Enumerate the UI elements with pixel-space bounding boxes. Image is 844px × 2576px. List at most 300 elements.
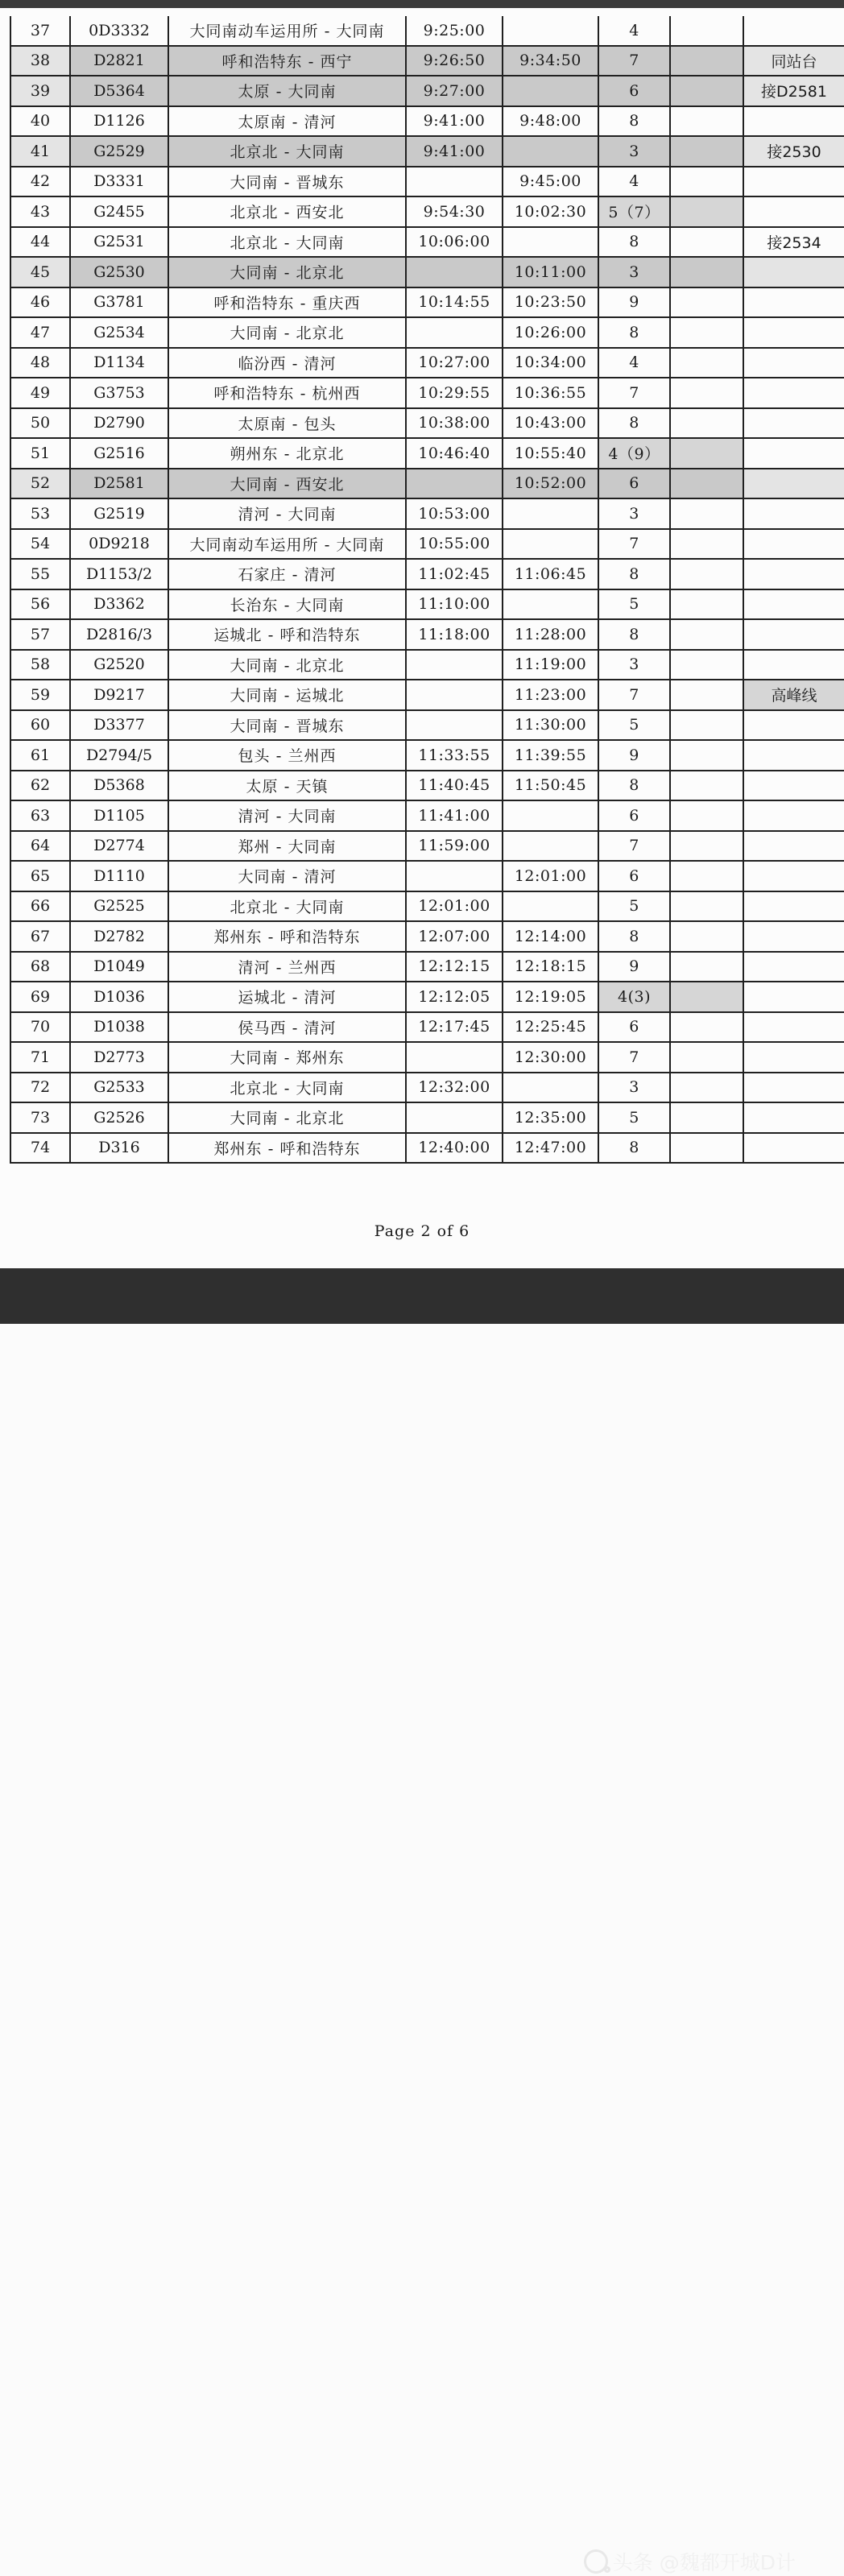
table-row: [10, 348, 844, 378]
cell-arr: [406, 1102, 503, 1133]
table-row: [10, 287, 844, 318]
cell-train: D3377: [70, 710, 168, 741]
cell-dep: [503, 529, 598, 560]
cell-blank: [670, 982, 743, 1012]
cell-track: 3: [598, 136, 670, 167]
cell-route: 运城北 - 清河: [168, 982, 406, 1012]
cell-train: G3753: [70, 378, 168, 408]
table-row: [10, 831, 844, 862]
cell-no: 40: [10, 106, 70, 137]
cell-train: D2581: [70, 469, 168, 499]
cell-note: [743, 921, 844, 952]
cell-dep: 10:23:50: [503, 287, 598, 318]
cell-arr: 10:46:40: [406, 438, 503, 469]
cell-dep: [503, 227, 598, 258]
table-row: [10, 921, 844, 952]
cell-no: 71: [10, 1042, 70, 1073]
cell-blank: [670, 76, 743, 106]
cell-arr: [406, 167, 503, 197]
cell-note: [743, 257, 844, 287]
cell-arr: 12:12:05: [406, 982, 503, 1012]
table-row: [10, 46, 844, 76]
cell-route: 北京北 - 大同南: [168, 891, 406, 922]
cell-track: 3: [598, 498, 670, 529]
table-row: [10, 317, 844, 348]
cell-track: 8: [598, 106, 670, 137]
cell-dep: 11:23:00: [503, 680, 598, 710]
cell-train: G2520: [70, 650, 168, 680]
cell-no: 73: [10, 1102, 70, 1133]
cell-no: 55: [10, 559, 70, 589]
cell-note: [743, 891, 844, 922]
cell-note: [743, 740, 844, 771]
cell-dep: 12:14:00: [503, 921, 598, 952]
cell-blank: [670, 921, 743, 952]
cell-train: D1049: [70, 952, 168, 982]
cell-arr: 9:41:00: [406, 106, 503, 137]
cell-blank: [670, 227, 743, 258]
cell-blank: [670, 469, 743, 499]
cell-route: 太原南 - 包头: [168, 408, 406, 439]
cell-arr: 10:55:00: [406, 529, 503, 560]
cell-blank: [670, 1102, 743, 1133]
cell-dep: 12:47:00: [503, 1133, 598, 1164]
cell-dep: [503, 136, 598, 167]
cell-train: G2534: [70, 317, 168, 348]
cell-no: 58: [10, 650, 70, 680]
cell-route: 朔州东 - 北京北: [168, 438, 406, 469]
cell-train: D2774: [70, 831, 168, 862]
cell-train: D1038: [70, 1012, 168, 1043]
table-row: [10, 1102, 844, 1133]
cell-blank: [670, 680, 743, 710]
cell-track: 8: [598, 317, 670, 348]
cell-arr: 10:06:00: [406, 227, 503, 258]
cell-dep: 9:45:00: [503, 167, 598, 197]
cell-dep: 10:55:40: [503, 438, 598, 469]
cell-arr: [406, 650, 503, 680]
cell-dep: [503, 800, 598, 831]
cell-note: [743, 16, 844, 46]
cell-route: 大同南 - 郑州东: [168, 1042, 406, 1073]
cell-route: 大同南 - 北京北: [168, 257, 406, 287]
table-row: [10, 1073, 844, 1103]
cell-train: 0D9218: [70, 529, 168, 560]
cell-arr: [406, 710, 503, 741]
cell-dep: 10:36:55: [503, 378, 598, 408]
cell-track: 8: [598, 227, 670, 258]
cell-track: 8: [598, 559, 670, 589]
cell-dep: 10:02:30: [503, 196, 598, 227]
cell-dep: 9:34:50: [503, 46, 598, 76]
cell-blank: [670, 650, 743, 680]
cell-arr: 9:25:00: [406, 16, 503, 46]
cell-train: 0D3332: [70, 16, 168, 46]
cell-arr: 9:26:50: [406, 46, 503, 76]
cell-blank: [670, 891, 743, 922]
table-row: [10, 952, 844, 982]
cell-track: 4: [598, 348, 670, 378]
table-row: [10, 800, 844, 831]
cell-note: [743, 589, 844, 620]
cell-no: 53: [10, 498, 70, 529]
cell-track: 8: [598, 619, 670, 650]
cell-route: 石家庄 - 清河: [168, 559, 406, 589]
cell-arr: 10:38:00: [406, 408, 503, 439]
cell-track: 7: [598, 831, 670, 862]
cell-note: [743, 710, 844, 741]
cell-route: 呼和浩特东 - 西宁: [168, 46, 406, 76]
table-row: [10, 771, 844, 801]
cell-route: 大同南 - 晋城东: [168, 710, 406, 741]
cell-no: 59: [10, 680, 70, 710]
table-row: [10, 619, 844, 650]
cell-arr: 12:17:45: [406, 1012, 503, 1043]
cell-note: [743, 619, 844, 650]
cell-dep: 12:01:00: [503, 861, 598, 891]
cell-track: 5: [598, 710, 670, 741]
cell-no: 69: [10, 982, 70, 1012]
watermark-bar: [0, 1268, 844, 2574]
cell-blank: [670, 136, 743, 167]
cell-dep: [503, 498, 598, 529]
cell-track: 5（7）: [598, 196, 670, 227]
cell-route: 北京北 - 大同南: [168, 227, 406, 258]
cell-route: 太原 - 大同南: [168, 76, 406, 106]
cell-note: 同站台: [743, 46, 844, 76]
cell-train: D2782: [70, 921, 168, 952]
cell-train: D1126: [70, 106, 168, 137]
cell-no: 50: [10, 408, 70, 439]
cell-dep: 9:48:00: [503, 106, 598, 137]
cell-note: [743, 650, 844, 680]
cell-no: 42: [10, 167, 70, 197]
cell-no: 74: [10, 1133, 70, 1164]
cell-route: 长治东 - 大同南: [168, 589, 406, 620]
cell-blank: [670, 498, 743, 529]
cell-no: 65: [10, 861, 70, 891]
cell-dep: 12:30:00: [503, 1042, 598, 1073]
cell-note: [743, 559, 844, 589]
cell-route: 北京北 - 大同南: [168, 1073, 406, 1103]
cell-route: 运城北 - 呼和浩特东: [168, 619, 406, 650]
cell-train: D1134: [70, 348, 168, 378]
cell-no: 39: [10, 76, 70, 106]
cell-train: D9217: [70, 680, 168, 710]
cell-dep: 12:25:45: [503, 1012, 598, 1043]
table-row: [10, 378, 844, 408]
cell-arr: 10:29:55: [406, 378, 503, 408]
table-row: [10, 1042, 844, 1073]
cell-train: D1036: [70, 982, 168, 1012]
cell-arr: 11:41:00: [406, 800, 503, 831]
cell-route: 清河 - 大同南: [168, 498, 406, 529]
cell-note: [743, 952, 844, 982]
cell-note: 接2530: [743, 136, 844, 167]
cell-arr: [406, 861, 503, 891]
cell-note: 高峰线: [743, 680, 844, 710]
cell-blank: [670, 167, 743, 197]
cell-no: 38: [10, 46, 70, 76]
cell-dep: 11:39:55: [503, 740, 598, 771]
cell-dep: 10:43:00: [503, 408, 598, 439]
table-row: [10, 589, 844, 620]
cell-train: D316: [70, 1133, 168, 1164]
cell-blank: [670, 619, 743, 650]
cell-blank: [670, 710, 743, 741]
cell-no: 61: [10, 740, 70, 771]
cell-train: D3362: [70, 589, 168, 620]
cell-track: 3: [598, 1073, 670, 1103]
cell-note: [743, 831, 844, 862]
cell-blank: [670, 348, 743, 378]
cell-track: 7: [598, 1042, 670, 1073]
table-row: [10, 76, 844, 106]
cell-train: D5364: [70, 76, 168, 106]
cell-note: [743, 469, 844, 499]
cell-arr: 9:27:00: [406, 76, 503, 106]
cell-arr: 12:07:00: [406, 921, 503, 952]
cell-no: 70: [10, 1012, 70, 1043]
cell-note: [743, 529, 844, 560]
table-row: [10, 438, 844, 469]
cell-train: D1153/2: [70, 559, 168, 589]
cell-no: 44: [10, 227, 70, 258]
cell-note: [743, 800, 844, 831]
cell-arr: 12:01:00: [406, 891, 503, 922]
table-row: [10, 469, 844, 499]
cell-track: 8: [598, 771, 670, 801]
cell-arr: 12:12:15: [406, 952, 503, 982]
cell-route: 北京北 - 西安北: [168, 196, 406, 227]
cell-train: D2816/3: [70, 619, 168, 650]
cell-blank: [670, 16, 743, 46]
cell-note: [743, 861, 844, 891]
cell-no: 62: [10, 771, 70, 801]
cell-note: [743, 106, 844, 137]
cell-no: 51: [10, 438, 70, 469]
cell-route: 大同南动车运用所 - 大同南: [168, 16, 406, 46]
table-row: [10, 559, 844, 589]
cell-dep: [503, 76, 598, 106]
cell-arr: [406, 680, 503, 710]
cell-blank: [670, 800, 743, 831]
cell-no: 68: [10, 952, 70, 982]
cell-blank: [670, 106, 743, 137]
cell-no: 56: [10, 589, 70, 620]
cell-route: 大同南 - 西安北: [168, 469, 406, 499]
cell-dep: 12:18:15: [503, 952, 598, 982]
cell-track: 5: [598, 1102, 670, 1133]
cell-train: G2529: [70, 136, 168, 167]
table-row: [10, 650, 844, 680]
cell-no: 49: [10, 378, 70, 408]
cell-note: [743, 1012, 844, 1043]
cell-no: 48: [10, 348, 70, 378]
cell-route: 包头 - 兰州西: [168, 740, 406, 771]
cell-dep: 11:19:00: [503, 650, 598, 680]
table-row: [10, 106, 844, 137]
cell-track: 4: [598, 167, 670, 197]
cell-no: 41: [10, 136, 70, 167]
cell-route: 侯马西 - 清河: [168, 1012, 406, 1043]
cell-dep: [503, 891, 598, 922]
table-row: [10, 1012, 844, 1043]
cell-note: 接D2581: [743, 76, 844, 106]
cell-note: [743, 378, 844, 408]
cell-no: 60: [10, 710, 70, 741]
cell-track: 7: [598, 378, 670, 408]
cell-no: 45: [10, 257, 70, 287]
cell-dep: [503, 1073, 598, 1103]
cell-route: 郑州东 - 呼和浩特东: [168, 1133, 406, 1164]
cell-track: 4: [598, 16, 670, 46]
cell-note: [743, 771, 844, 801]
cell-no: 54: [10, 529, 70, 560]
table-row: [10, 257, 844, 287]
cell-note: [743, 1133, 844, 1164]
cell-train: D2794/5: [70, 740, 168, 771]
cell-train: D2790: [70, 408, 168, 439]
table-row: [10, 167, 844, 197]
cell-train: D5368: [70, 771, 168, 801]
cell-track: 6: [598, 800, 670, 831]
table-row: [10, 740, 844, 771]
cell-blank: [670, 861, 743, 891]
table-row: [10, 136, 844, 167]
cell-track: 4（9）: [598, 438, 670, 469]
cell-dep: 12:19:05: [503, 982, 598, 1012]
table-row: [10, 498, 844, 529]
cell-note: [743, 317, 844, 348]
cell-dep: [503, 16, 598, 46]
cell-note: [743, 1042, 844, 1073]
cell-route: 大同南 - 北京北: [168, 1102, 406, 1133]
cell-track: 8: [598, 408, 670, 439]
cell-note: [743, 167, 844, 197]
cell-note: [743, 287, 844, 318]
watermark-text: 头条 @魏都开城D计: [612, 2551, 796, 2574]
cell-train: G2530: [70, 257, 168, 287]
cell-route: 太原南 - 清河: [168, 106, 406, 137]
cell-train: G2455: [70, 196, 168, 227]
cell-route: 大同南 - 北京北: [168, 317, 406, 348]
cell-arr: 10:53:00: [406, 498, 503, 529]
cell-dep: 11:50:45: [503, 771, 598, 801]
cell-blank: [670, 559, 743, 589]
cell-track: 9: [598, 287, 670, 318]
cell-no: 63: [10, 800, 70, 831]
cell-arr: [406, 1042, 503, 1073]
cell-note: [743, 1073, 844, 1103]
cell-no: 52: [10, 469, 70, 499]
cell-arr: 11:33:55: [406, 740, 503, 771]
scanned-sheet: [0, 8, 844, 1268]
cell-dep: 11:06:45: [503, 559, 598, 589]
cell-arr: [406, 257, 503, 287]
cell-route: 清河 - 大同南: [168, 800, 406, 831]
cell-route: 呼和浩特东 - 重庆西: [168, 287, 406, 318]
cell-note: [743, 408, 844, 439]
cell-track: 8: [598, 921, 670, 952]
cell-blank: [670, 196, 743, 227]
top-dark-bar: [0, 0, 844, 8]
cell-no: 57: [10, 619, 70, 650]
cell-blank: [670, 438, 743, 469]
table-row: [10, 408, 844, 439]
cell-arr: 12:40:00: [406, 1133, 503, 1164]
cell-blank: [670, 771, 743, 801]
cell-arr: 10:14:55: [406, 287, 503, 318]
cell-track: 6: [598, 76, 670, 106]
cell-note: [743, 438, 844, 469]
cell-route: 临汾西 - 清河: [168, 348, 406, 378]
cell-note: [743, 982, 844, 1012]
cell-no: 72: [10, 1073, 70, 1103]
cell-dep: 10:34:00: [503, 348, 598, 378]
cell-track: 7: [598, 529, 670, 560]
cell-track: 4(3): [598, 982, 670, 1012]
cell-train: G2516: [70, 438, 168, 469]
cell-dep: 10:11:00: [503, 257, 598, 287]
table-row: [10, 1133, 844, 1164]
cell-track: 5: [598, 589, 670, 620]
cell-blank: [670, 1133, 743, 1164]
cell-route: 北京北 - 大同南: [168, 136, 406, 167]
cell-dep: [503, 589, 598, 620]
cell-track: 9: [598, 740, 670, 771]
cell-train: G3781: [70, 287, 168, 318]
cell-arr: 11:59:00: [406, 831, 503, 862]
cell-train: G2519: [70, 498, 168, 529]
cell-route: 呼和浩特东 - 杭州西: [168, 378, 406, 408]
cell-arr: [406, 469, 503, 499]
table-row: [10, 891, 844, 922]
cell-train: D2773: [70, 1042, 168, 1073]
cell-route: 郑州东 - 呼和浩特东: [168, 921, 406, 952]
table-row: [10, 529, 844, 560]
cell-blank: [670, 408, 743, 439]
cell-track: 6: [598, 1012, 670, 1043]
cell-track: 3: [598, 257, 670, 287]
cell-track: 7: [598, 680, 670, 710]
cell-track: 5: [598, 891, 670, 922]
cell-train: D1110: [70, 861, 168, 891]
table-row: [10, 196, 844, 227]
cell-blank: [670, 1012, 743, 1043]
cell-route: 清河 - 兰州西: [168, 952, 406, 982]
cell-dep: 11:30:00: [503, 710, 598, 741]
cell-no: 66: [10, 891, 70, 922]
cell-no: 47: [10, 317, 70, 348]
toutiao-logo-icon: [584, 2549, 608, 2574]
cell-route: 大同南 - 晋城东: [168, 167, 406, 197]
cell-train: G2526: [70, 1102, 168, 1133]
cell-track: 3: [598, 650, 670, 680]
cell-train: G2531: [70, 227, 168, 258]
cell-train: G2533: [70, 1073, 168, 1103]
cell-note: 接2534: [743, 227, 844, 258]
table-row: [10, 227, 844, 258]
table-row: [10, 710, 844, 741]
cell-track: 6: [598, 861, 670, 891]
cell-blank: [670, 529, 743, 560]
cell-blank: [670, 1042, 743, 1073]
cell-blank: [670, 1073, 743, 1103]
cell-track: 7: [598, 46, 670, 76]
cell-train: G2525: [70, 891, 168, 922]
cell-dep: 10:52:00: [503, 469, 598, 499]
